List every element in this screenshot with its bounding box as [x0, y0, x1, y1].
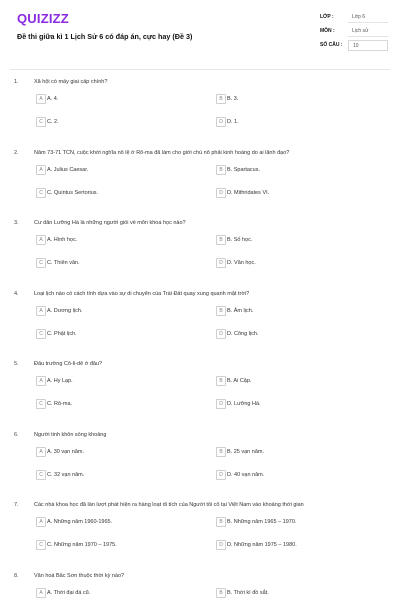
option-letter-box: C	[36, 399, 46, 409]
option-text: A. 4.	[47, 96, 59, 102]
question-number: 7.	[14, 502, 19, 508]
option-letter-box: B	[216, 376, 226, 386]
option-text: D. Những năm 1975 – 1980.	[227, 542, 297, 548]
meta-subject-row	[320, 26, 390, 40]
meta-count-label: SỐ CÂU :	[320, 42, 343, 48]
option-letter-box: C	[36, 117, 46, 127]
quizizz-logo: QUIZIZZ	[17, 11, 69, 26]
option-letter-box: D	[216, 188, 226, 198]
option-letter-box: D	[216, 540, 226, 550]
question-number: 5.	[14, 361, 19, 367]
option-letter-box: B	[216, 235, 226, 245]
option-letter-box: D	[216, 258, 226, 268]
option-letter-box: C	[36, 329, 46, 339]
option-letter-box: B	[216, 447, 226, 457]
option-text: D. 1.	[227, 119, 239, 125]
option-text: D. Văn học.	[227, 260, 256, 266]
option-letter-box: D	[216, 117, 226, 127]
worksheet-header	[0, 0, 400, 70]
option-text: A. Dương lịch.	[47, 307, 83, 314]
question-text: Đấu trường Cô-li-dê ở đâu?	[34, 361, 103, 367]
question-text: Cư dân Lưỡng Hà là những người giỏi về môn khoa học nào?	[34, 220, 186, 226]
meta-class-row	[320, 12, 390, 26]
question-number: 2.	[14, 149, 19, 156]
question-number: 6.	[14, 431, 19, 438]
option-text: C. Rô-ma.	[47, 401, 73, 407]
option-text: D. Công lịch.	[227, 330, 259, 337]
question-item	[0, 282, 400, 353]
option-letter-box: C	[36, 470, 46, 480]
question-list	[0, 70, 400, 600]
option-text: B. Âm lịch.	[227, 307, 254, 314]
question-number: 8.	[14, 572, 19, 579]
option-letter-box: A	[36, 235, 46, 245]
option-text: C. Quintus Sertorius.	[47, 189, 99, 196]
meta-count-value: 10	[348, 40, 388, 51]
option-text: A. 30 vạn năm.	[47, 448, 84, 455]
question-item	[0, 70, 400, 141]
option-text: D. Mithridates VI.	[227, 189, 270, 196]
option-text: A. Thời đại đá cũ.	[47, 589, 91, 596]
question-item	[0, 352, 400, 423]
option-letter-box: A	[36, 517, 46, 527]
option-letter-box: A	[36, 376, 46, 386]
meta-class-label: LỚP :	[320, 14, 334, 20]
question-item	[0, 423, 400, 494]
option-letter-box: A	[36, 588, 46, 598]
option-text: C. Thiên văn.	[47, 260, 80, 266]
option-text: A. Hình học.	[47, 237, 78, 243]
option-text: A. Những năm 1960-1965.	[47, 519, 113, 525]
question-item	[0, 211, 400, 282]
option-letter-box: C	[36, 540, 46, 550]
meta-class-value: Lớp 6	[348, 12, 388, 23]
question-number: 4.	[14, 290, 19, 297]
option-text: A. Julius Caesar.	[47, 166, 89, 173]
option-text: C. Phật lịch.	[47, 330, 77, 337]
question-text: Người tinh khôn sống khoảng	[34, 431, 107, 438]
option-text: C. 2.	[47, 119, 59, 125]
option-letter-box: A	[36, 94, 46, 104]
option-text: B. Ai Cập.	[227, 378, 252, 384]
option-text: D. Lưỡng Hà.	[227, 401, 261, 407]
question-text: Các nhà khoa học đã lần lượt phát hiện ra hàng loạt di tích của Người tối cổ tại Việt Nam vào khoảng thời gian	[34, 502, 304, 508]
question-text: Năm 73-71 TCN, cuộc khởi nghĩa nô lệ ở Rô-ma đã làm cho giới chủ nô phải kinh hoàng do ai lãnh đạo?	[34, 149, 290, 156]
option-text: B. 25 vạn năm.	[227, 448, 264, 455]
option-letter-box: A	[36, 306, 46, 316]
option-text: B. 3.	[227, 96, 239, 102]
option-text: D. 40 vạn năm.	[227, 471, 265, 478]
option-letter-box: B	[216, 517, 226, 527]
option-letter-box: A	[36, 447, 46, 457]
option-text: B. Spartacus.	[227, 166, 261, 173]
question-item	[0, 141, 400, 212]
option-text: B. Những năm 1965 – 1970.	[227, 519, 297, 525]
question-text: Xã hội có mấy giai cấp chính?	[34, 79, 108, 85]
option-letter-box: B	[216, 588, 226, 598]
question-number: 3.	[14, 220, 19, 226]
question-item	[0, 564, 400, 600]
option-letter-box: D	[216, 470, 226, 480]
question-item	[0, 493, 400, 564]
option-text: C. Những năm 1970 – 1975.	[47, 542, 117, 548]
meta-subject-label: MÔN :	[320, 28, 335, 34]
option-text: C. 32 vạn năm.	[47, 471, 85, 478]
meta-subject-value: Lịch sử	[348, 26, 388, 37]
question-text: Văn hoá Bắc Sơn thuộc thời kỳ nào?	[34, 572, 125, 579]
question-text: Loại lịch nào có cách tính dựa vào sự di chuyển của Trái Đất quay xung quanh mặt trời?	[34, 290, 250, 297]
option-letter-box: B	[216, 306, 226, 316]
option-letter-box: D	[216, 399, 226, 409]
option-text: A. Hy Lạp.	[47, 378, 73, 384]
worksheet-title: Đề thi giữa kì 1 Lịch Sử 6 có đáp án, cực hay (Đề 3)	[17, 32, 193, 41]
option-text: B. Thời kì đồ sắt.	[227, 589, 269, 596]
option-text: B. Số học.	[227, 237, 253, 243]
option-letter-box: D	[216, 329, 226, 339]
option-letter-box: C	[36, 258, 46, 268]
option-letter-box: B	[216, 94, 226, 104]
option-letter-box: C	[36, 188, 46, 198]
option-letter-box: B	[216, 165, 226, 175]
question-number: 1.	[14, 79, 19, 85]
option-letter-box: A	[36, 165, 46, 175]
meta-count-row	[320, 40, 390, 54]
meta-panel	[320, 12, 390, 54]
